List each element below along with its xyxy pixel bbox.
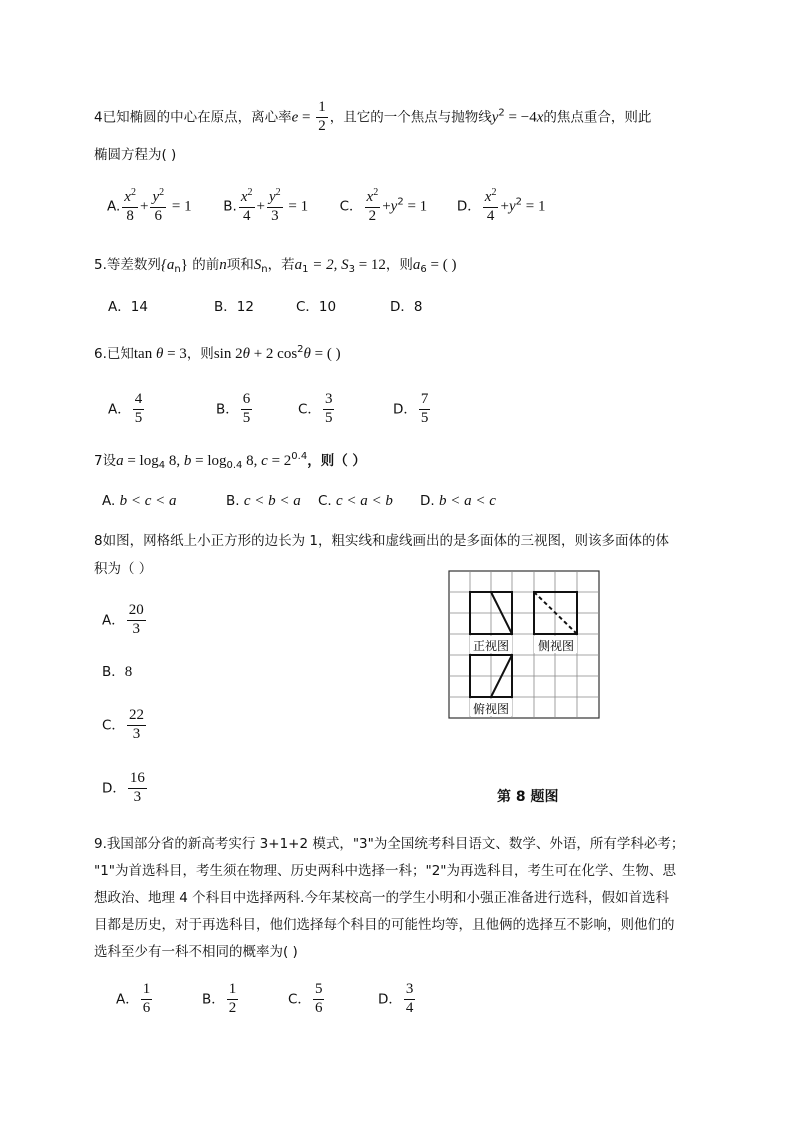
q5-seq-close: } (180, 257, 188, 273)
q5-mid3: ，若 (267, 257, 295, 273)
q4-d-y: y (508, 198, 516, 215)
q7-a-expr: b < c < a (119, 493, 177, 509)
q5-cond-a: a (294, 257, 303, 273)
q6-c-label: C． (298, 401, 321, 418)
q4-option-a[interactable]: A. $\frac{x^2}{8}$ + $\frac{y^2}{6}$ = 1 (107, 187, 192, 224)
q9-options (116, 982, 417, 1017)
q4-parabola-x: x (536, 109, 544, 126)
q9-c-num: 5 (313, 982, 325, 1000)
q9-b-den: 2 (228, 999, 237, 1016)
q6-mid: ，则 (186, 346, 214, 362)
q5-cond-mid: = 2, S (308, 257, 349, 273)
q6-theta: θ (155, 346, 164, 362)
q9-option-b[interactable] (202, 982, 288, 1017)
q9-a-label: A． (116, 991, 139, 1008)
q6-theta3: θ (303, 346, 311, 362)
q5-prefix: 5.等差数列 (94, 257, 161, 273)
q9-b-num: 1 (227, 982, 239, 1000)
q9-d-label: D． (378, 991, 402, 1008)
q4-option-b-label: B. (223, 198, 237, 215)
q6-option-b[interactable] (216, 392, 298, 427)
q6-tan: tan (133, 346, 156, 362)
q5-mid2: 项和 (226, 257, 254, 273)
q4-b-x: x (240, 189, 248, 205)
q8-a-num: 20 (127, 603, 146, 621)
q4-a-den2: 6 (154, 207, 163, 224)
q4-d-frac1 (483, 188, 499, 225)
q7-sup: 0.4 (291, 451, 308, 462)
q4-e-num: 1 (316, 100, 328, 118)
q5-ask-a: a (412, 257, 421, 273)
q9-d-den: 4 (405, 999, 414, 1016)
q8-c-den: 3 (132, 725, 141, 742)
q9-c-label: C． (288, 991, 311, 1008)
q4-b-den1: 4 (242, 207, 251, 224)
q4-d-x-sup: 2 (491, 187, 497, 198)
q8-b-label: B． (102, 664, 125, 680)
q5-option-a[interactable]: A．14 (108, 299, 148, 315)
q4-a-y-sup: 2 (159, 187, 165, 198)
q6-option-a[interactable] (108, 392, 216, 427)
q5-S-sub: n (261, 264, 268, 275)
q7-option-a[interactable] (102, 491, 226, 511)
q7-p4: 8, (242, 453, 262, 469)
q5-stem (94, 255, 457, 280)
q7-p2: 8, (165, 453, 184, 469)
q6-theta2: θ (242, 346, 250, 362)
q8-c-frac (127, 708, 146, 743)
q5-option-c[interactable]: C．10 (296, 299, 337, 315)
q5-option-b[interactable]: B．12 (214, 299, 254, 315)
q6-options (108, 392, 432, 427)
q6-b-label: B． (216, 401, 239, 418)
q8-option-a[interactable] (102, 603, 148, 638)
q4-a-x: x (124, 189, 131, 205)
q6-stem (94, 340, 341, 364)
q9-line5: 选科至少有一科不相同的概率为( ) (94, 944, 298, 960)
q5-option-d[interactable]: D．8 (390, 299, 423, 315)
q6-c-frac (323, 392, 335, 427)
q9-option-c[interactable] (288, 982, 378, 1017)
q6-b-den: 5 (242, 409, 251, 426)
q7-c-label: C. (318, 493, 337, 509)
q4-a-frac1 (122, 188, 138, 225)
q4-a-y: y (152, 189, 160, 205)
q5-ask-end: = ( ) (426, 257, 457, 273)
q9-a-num: 1 (141, 982, 153, 1000)
q7-b-label: B. (226, 493, 244, 509)
q4-c-den1: 2 (368, 207, 377, 224)
q6-a-num: 4 (133, 392, 145, 410)
q7-prefix: 7设 (94, 453, 117, 469)
q6-tan-end: = 3 (163, 346, 187, 362)
q4-c-y-sup: 2 (397, 196, 404, 208)
side-view-label: 侧视图 (537, 639, 575, 653)
q7-d-label: D. (420, 493, 439, 509)
q4-c-x-sup: 2 (373, 187, 379, 198)
q8-a-frac (127, 603, 146, 638)
q4-b-frac2 (267, 188, 283, 225)
q8-figure-caption: 第 8 题图 (497, 789, 559, 805)
q9-b-frac (227, 982, 239, 1017)
q6-c-den: 5 (324, 409, 333, 426)
q9-b-label: B． (202, 991, 225, 1008)
q4-e-den: 2 (318, 117, 326, 134)
q4-b-y: y (269, 189, 276, 205)
q8-c-label: C． (102, 717, 125, 734)
q6-b-num: 6 (241, 392, 253, 410)
q4-eq: = (298, 109, 315, 126)
q9-line2: "1"为首选科目，考生须在物理、历史两科中选择一科；"2"为再选科目，考生可在化学、生物、思 (94, 863, 677, 879)
q8-d-num: 16 (128, 771, 147, 789)
q5-cond-end: = 12 (354, 257, 386, 273)
q6-d-frac (419, 392, 431, 427)
q7-option-c[interactable] (318, 491, 420, 511)
q7-suffix: ，则（ ） (307, 453, 366, 469)
q7-a-label: A. (102, 493, 120, 509)
front-view-label: 正视图 (472, 639, 510, 653)
q4-a-den1: 8 (126, 207, 134, 224)
q4-c-tail: = 1 (403, 198, 428, 215)
q6-expr-sup: 2 (297, 344, 304, 355)
q9-line1: 9.我国部分省的新高考实行 3+1+2 模式，"3"为全国统考科目语文、数学、外语，所有学科必考； (94, 836, 685, 852)
q9-c-frac (313, 982, 325, 1017)
q9-option-d[interactable] (378, 982, 417, 1017)
q7-stem (94, 447, 366, 476)
q8-option-c[interactable] (102, 708, 148, 743)
q6-option-c[interactable] (298, 392, 393, 427)
q4-d-x: x (484, 189, 492, 205)
q7-option-d[interactable] (420, 491, 496, 511)
q4-c-frac1 (365, 188, 381, 225)
q9-a-frac (141, 982, 153, 1017)
q5-ask-sub: 6 (420, 264, 427, 275)
q6-d-num: 7 (419, 392, 431, 410)
q7-p1: = log (123, 453, 159, 469)
q4-c-x: x (366, 189, 374, 205)
q6-expr1: sin 2 (213, 346, 243, 362)
q7-options (102, 491, 496, 511)
q6-a-den: 5 (134, 409, 143, 426)
q4-d-tail: = 1 (521, 198, 546, 215)
q8-c-num: 22 (127, 708, 146, 726)
q4-c-y: y (390, 198, 398, 215)
q4-a-x-sup: 2 (130, 187, 136, 198)
q4-parabola-rhs: = −4 (504, 109, 537, 126)
q8-option-b[interactable] (102, 662, 132, 682)
q5-S: S (253, 257, 262, 273)
q4-e-fraction (316, 100, 328, 135)
q6-a-frac (133, 392, 145, 427)
q5-seq: {a (160, 257, 175, 273)
q6-d-label: D． (393, 401, 417, 418)
q9-c-den: 6 (314, 999, 323, 1016)
q8-three-view-figure (448, 570, 602, 720)
q4-a-tail: = 1 (168, 198, 192, 215)
q9-line3: 想政治、地理 4 个科目中选择两科.今年某校高一的学生小明和小强正准备进行选科，假如首选科 (94, 890, 669, 906)
q4-text-mid: ，且它的一个焦点与抛物线 (329, 109, 492, 126)
q4-option-d-label: D． (456, 198, 481, 215)
q9-d-num: 3 (404, 982, 416, 1000)
q8-d-frac (128, 771, 147, 806)
top-view-label: 俯视图 (472, 702, 510, 716)
q4-d-y-sup: 2 (515, 196, 522, 208)
q8-stem-line1: 8如图，网格纸上小正方形的边长为 1，粗实线和虚线画出的是多面体的三视图，则该多面体的体 (94, 533, 669, 549)
q4-option-c[interactable]: C． $\frac{x^2}{2}$ $+y^2 = 1$ (339, 187, 428, 224)
q7-a: a (116, 453, 124, 469)
q8-a-label: A． (102, 612, 125, 629)
q4-parabola-y: y (491, 109, 499, 126)
q6-prefix: 6.已知 (94, 346, 134, 362)
q8-stem-line2: 积为（ ） (94, 561, 153, 577)
q6-option-d[interactable] (393, 392, 432, 427)
q7-b-expr: c < b < a (243, 493, 301, 509)
q7-d-expr: b < a < c (438, 493, 496, 509)
q5-cond-sub1: 1 (302, 264, 309, 275)
q4-option-d[interactable]: D． $\frac{x^2}{4}$ $+y^2 = 1$ (456, 187, 546, 224)
q5-mid4: ，则 (385, 257, 413, 273)
q9-d-frac (404, 982, 416, 1017)
q6-a-label: A． (108, 401, 131, 418)
q4-option-a-label: A. (107, 198, 121, 215)
q4-b-tail: = 1 (284, 198, 309, 215)
q8-option-d[interactable] (102, 771, 149, 806)
q4-parabola-sup: 2 (498, 107, 505, 119)
q5-seq-sub: n (174, 264, 181, 275)
q6-expr2: + 2 cos (249, 346, 298, 362)
q7-p5: = 2 (267, 453, 292, 469)
q6-c-num: 3 (323, 392, 335, 410)
q6-expr-end: = ( ) (310, 346, 341, 362)
q4-b-den2: 3 (271, 207, 279, 224)
q9-option-a[interactable] (116, 982, 202, 1017)
q5-cond-sub3: 3 (348, 264, 355, 275)
q7-option-b[interactable] (226, 491, 318, 511)
q4-b-x-sup: 2 (247, 187, 253, 198)
q4-text-suffix: 的焦点重合，则此 (543, 109, 652, 126)
q4-stem-line2: 椭圆方程为( ) (94, 147, 177, 163)
q4-text: 4已知椭圆的中心在原点，离心率 (94, 109, 292, 126)
q6-b-frac (241, 392, 253, 427)
q4-d-den1: 4 (486, 207, 495, 224)
q4-b-y-sup: 2 (275, 187, 281, 198)
q4-a-frac2 (150, 188, 166, 225)
q7-c-expr: c < a < b (336, 493, 393, 509)
q6-d-den: 5 (420, 409, 429, 426)
q8-d-den: 3 (133, 788, 142, 805)
q7-p3: = log (191, 453, 227, 469)
q8-a-den: 3 (132, 620, 140, 637)
q9-a-den: 6 (142, 999, 151, 1016)
q8-d-label: D． (102, 780, 126, 797)
q9-line4: 目都是历史，对于再选科目，他们选择每个科目的可能性均等，且他俩的选择互不影响，则他们的 (94, 917, 675, 933)
q8-b-value: 8 (124, 664, 133, 680)
q4-stem-line1 (94, 100, 651, 135)
q7-sub2: 0.4 (226, 460, 243, 471)
q5-mid1: 的前 (187, 257, 220, 273)
q5-n: n (219, 257, 227, 273)
q4-option-c-label: C． (339, 198, 363, 215)
q4-options (107, 188, 545, 225)
q4-option-b[interactable]: B. $\frac{x^2}{4}$ + $\frac{y^2}{3}$ = 1 (223, 187, 309, 224)
q4-e: e (291, 109, 299, 126)
q4-b-frac1 (239, 188, 255, 225)
q7-sub1: 4 (158, 460, 166, 471)
q7-b: b (183, 453, 192, 469)
q7-c: c (261, 453, 268, 469)
q5-options (108, 297, 422, 317)
